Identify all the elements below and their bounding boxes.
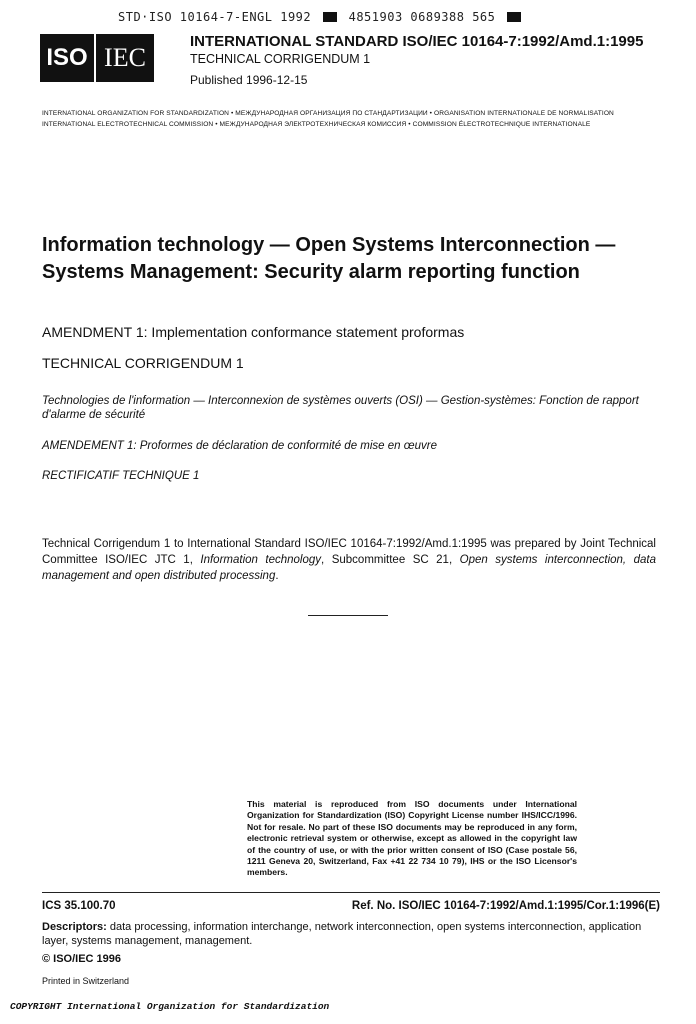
copyright-notice: This material is reproduced from ISO documents under International Organization for Standardization (ISO) Copyright License number IHS/ICC/1996. Not for resale. No part of these ISO documents may be reproduced in any form, electronic retrieval system or otherwise, except as allowed in the copyright law of the country of use, or with the prior written consent of ISO (Case postale 56, 1211 Geneva 20, Switzerland, Fax +41 22 734 10 79), IHS or the ISO Licensor's members.	[247, 799, 577, 878]
french-corrigendum: RECTIFICATIF TECHNIQUE 1	[42, 470, 200, 482]
iso-copyright: © ISO/IEC 1996	[42, 953, 122, 965]
printed-in: Printed in Switzerland	[42, 976, 130, 986]
published-date: Published 1996-12-15	[190, 73, 308, 87]
descriptors	[42, 920, 660, 948]
organizations-line-1: INTERNATIONAL ORGANIZATION FOR STANDARDIZATION • МЕЖДУНАРОДНАЯ ОРГАНИЗАЦИЯ ПО СТАНДАРТИЗАЦИИ • ORGANISATION INTERNATIONALE DE NORMALISATION	[42, 110, 614, 117]
body-text-subcommittee: Open systems interconnection, data management and open distributed processing	[42, 554, 656, 582]
ics-code: ICS 35.100.70	[42, 900, 116, 912]
redaction-block-icon	[507, 12, 521, 22]
standard-subtitle: TECHNICAL CORRIGENDUM 1	[190, 52, 371, 66]
french-title: Technologies de l'information — Interconnexion de systèmes ouverts (OSI) — Gestion-systèmes: Fonction de rapport d'alarme de sécurité	[42, 395, 639, 421]
body-text-1: Technical Corrigendum 1 to International Standard ISO/IEC 10164-7:1992/Amd.1:1995 was prepared by Joint Technical Committee ISO/IEC JTC 1,	[42, 538, 656, 566]
divider	[308, 615, 388, 616]
standard-title: INTERNATIONAL STANDARD ISO/IEC 10164-7:1992/Amd.1:1995	[190, 33, 644, 50]
footer-divider	[42, 892, 660, 893]
body-text-committee: Information technology	[200, 554, 322, 566]
body-paragraph	[42, 536, 656, 584]
footer-copyright: COPYRIGHT International Organization for Standardization	[10, 1001, 330, 1012]
corrigendum-title: TECHNICAL CORRIGENDUM 1	[42, 355, 244, 371]
iso-logo: ISO	[40, 34, 94, 82]
amendment-title: AMENDMENT 1: Implementation conformance statement proformas	[42, 324, 465, 340]
body-text-2: , Subcommittee SC 21,	[321, 554, 460, 566]
page-title: Information technology — Open Systems Interconnection — Systems Management: Security alarm reporting function	[42, 234, 616, 283]
descriptors-text: data processing, information interchange, network interconnection, open systems interconnection, application layer, systems management, management.	[42, 921, 642, 947]
stamp-number: 4851903 0689388 565	[348, 10, 496, 24]
body-text-end: .	[275, 570, 279, 582]
french-amendment: AMENDEMENT 1: Proformes de déclaration de conformité de mise en œuvre	[42, 440, 437, 452]
organizations-line-2: INTERNATIONAL ELECTROTECHNICAL COMMISSION • МЕЖДУНАРОДНАЯ ЭЛЕКТРОТЕХНИЧЕСКАЯ КОМИССИЯ • COMMISSION ÉLECTROTECHNIQUE INTERNATIONALE	[42, 121, 591, 128]
document-stamp	[118, 10, 525, 24]
iec-logo: IEC	[96, 34, 154, 82]
stamp-code: STD·ISO 10164-7-ENGL 1992	[118, 10, 312, 24]
descriptors-label: Descriptors:	[42, 921, 107, 933]
reference-number: Ref. No. ISO/IEC 10164-7:1992/Amd.1:1995/Cor.1:1996(E)	[351, 900, 660, 912]
redaction-block-icon	[323, 12, 337, 22]
